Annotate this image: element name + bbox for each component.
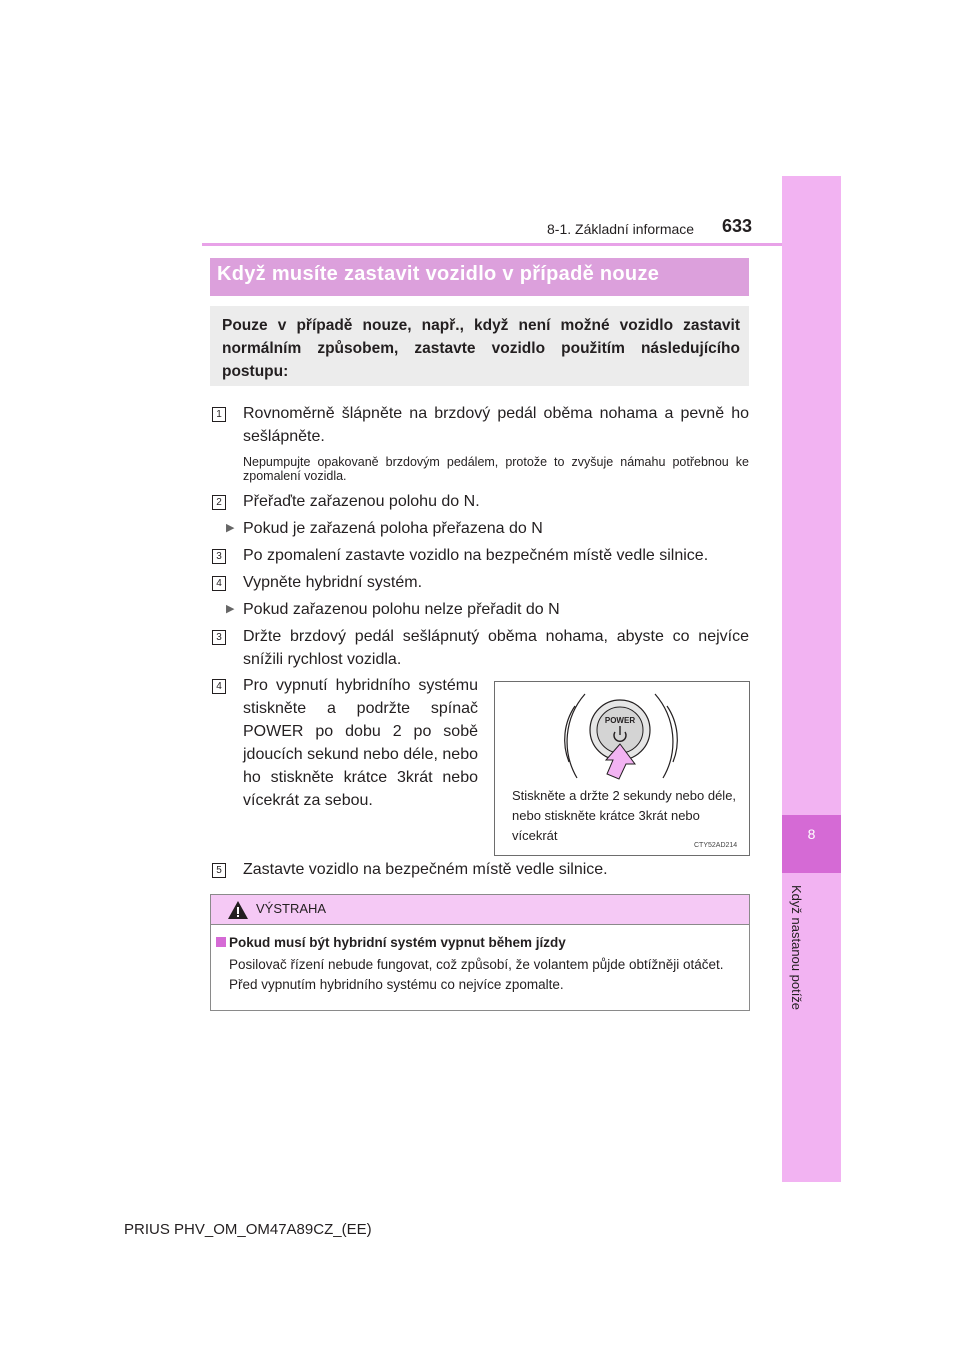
press-arc-right-outer (655, 694, 673, 778)
warning-bullet-icon (216, 937, 226, 947)
chapter-side-label: Když nastanou potíže (789, 885, 804, 1011)
step-number-2: 2 (212, 495, 226, 510)
warning-body: Posilovač řízení nebude fungovat, což způsobí, že volantem půjde obtížněji otáčet. Před vypnutím hybridního systému co nejvíce zpomalte. (229, 957, 724, 992)
warning-triangle-icon (227, 900, 249, 920)
warning-label: VÝSTRAHA (256, 901, 327, 916)
chapter-heading: 8-1. Základní informace (547, 221, 695, 237)
header-rule (202, 243, 782, 246)
step-number-3b: 3 (212, 630, 226, 645)
step-1-text: Rovnoměrně šlápněte na brzdový pedál oběma nohama a pevně ho sešlápněte. (243, 405, 749, 445)
step-5-text: Zastavte vozidlo na bezpečném místě vedle silnice. (243, 861, 608, 878)
arrow-right-icon: ▶ (226, 603, 235, 615)
step-3b-text: Držte brzdový pedál sešlápnutý oběma nohama, abyste co nejvíce snížili rychlost vozidla. (243, 628, 749, 668)
step-number-4b: 4 (212, 679, 226, 694)
step-number-4a: 4 (212, 576, 226, 591)
page-number: 633 (722, 216, 753, 236)
step-4a-text: Vypněte hybridní systém. (243, 574, 423, 591)
chapter-number-tab (782, 815, 841, 873)
step-number-3a: 3 (212, 549, 226, 564)
case-b-heading: Pokud zařazenou polohu nelze přeřadit do N (243, 601, 560, 618)
arrow-right-icon: ▶ (226, 522, 235, 534)
intro-text: Pouze v případě nouze, např., když není možné vozidlo zastavit normálním způsobem, zastavte vozidlo použitím následujícího postupu: (222, 317, 740, 380)
press-arc-left-inner (565, 706, 575, 762)
section-title: Když musíte zastavit vozidlo v případě nouze (217, 263, 660, 285)
step-4b-text: Pro vypnutí hybridního systému stiskněte a podržte spínač POWER po dobu 2 po sobě jdoucích sekund nebo déle, nebo ho stiskněte krátce 3krát nebo vícekrát za sebou. (243, 677, 478, 809)
warning-title: Pokud musí být hybridní systém vypnut během jízdy (229, 935, 566, 950)
intro-box (210, 306, 749, 386)
power-button-label: POWER (604, 716, 636, 725)
press-arc-left-outer (567, 694, 585, 778)
warning-box (210, 894, 750, 1011)
chapter-side-tab (782, 176, 841, 1182)
power-switch-figure (494, 681, 750, 856)
chapter-number: 8 (807, 826, 816, 842)
step-1-note: Nepumpujte opakovaně brzdovým pedálem, protože to zvyšuje námahu potřebnou ke zpomalení vozidla. (243, 455, 749, 483)
step-number-5: 5 (212, 863, 226, 878)
step-2-text: Přeřaďte zařazenou polohu do N. (243, 493, 480, 510)
warning-header (211, 895, 749, 925)
step-number-1: 1 (212, 407, 226, 422)
figure-caption: Stiskněte a držte 2 sekundy nebo déle, nebo stiskněte krátce 3krát nebo vícekrát (512, 788, 737, 843)
figure-code: CTY52AD214 (694, 842, 738, 849)
case-a-heading: Pokud je zařazená poloha přeřazena do N (243, 520, 543, 537)
step-3a-text: Po zpomalení zastavte vozidlo na bezpečném místě vedle silnice. (243, 547, 709, 564)
footer-doc-code: PRIUS PHV_OM_OM47A89CZ_(EE) (124, 1221, 372, 1238)
